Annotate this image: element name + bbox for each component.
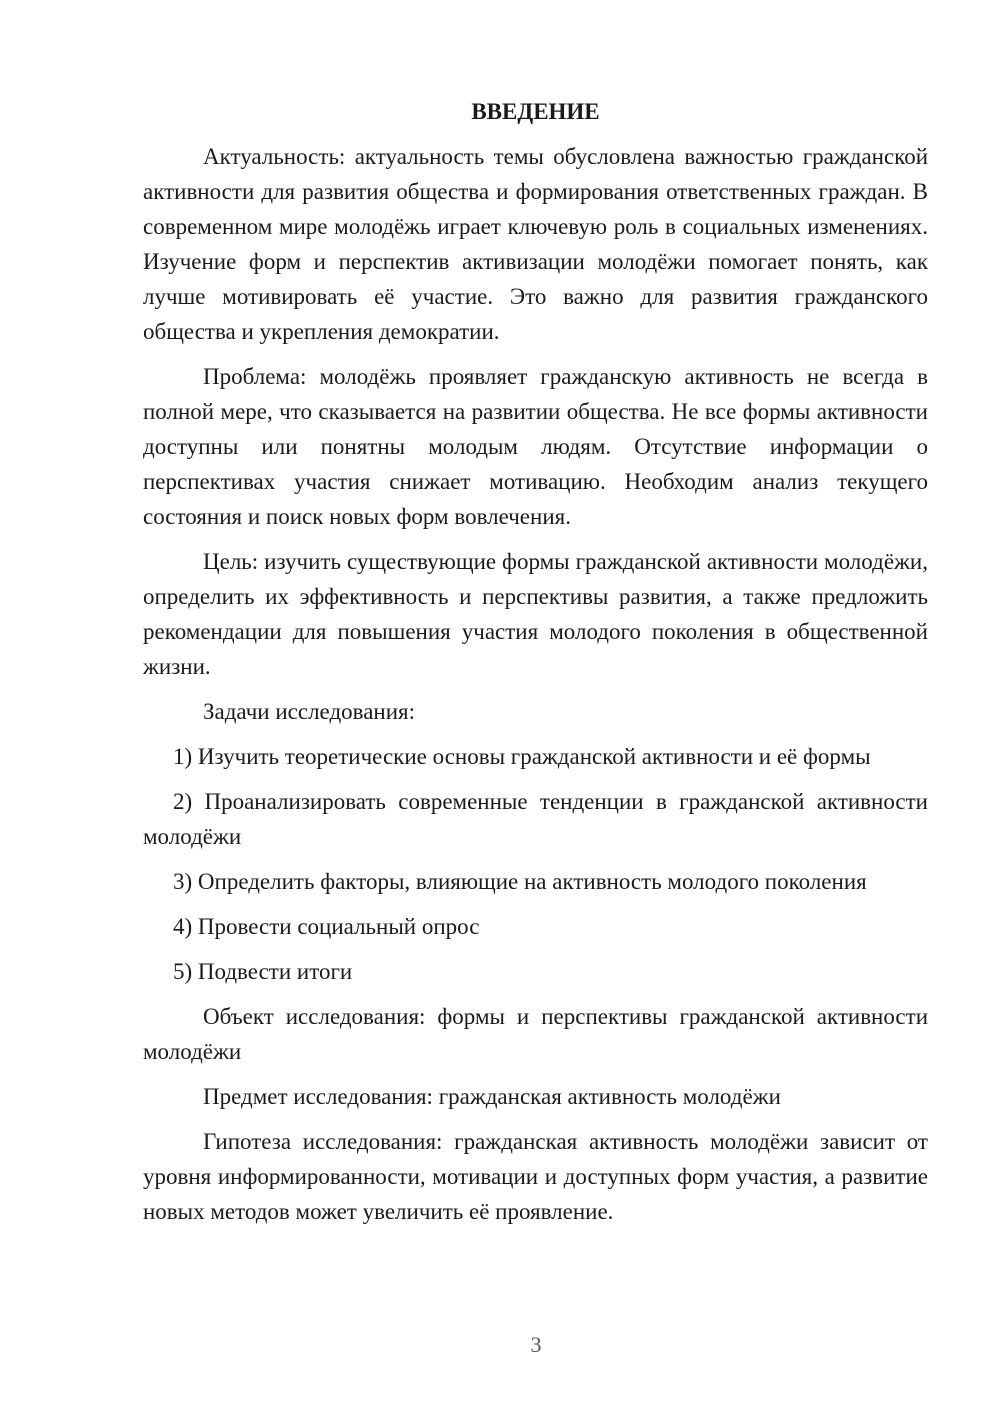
object-paragraph: Объект исследования: формы и перспективы гражданской активности молодёжи xyxy=(143,1004,928,1064)
task-item-4: 4) Провести социальный опрос xyxy=(173,914,480,939)
page-content xyxy=(143,94,928,1239)
task-item-2: 2) Проанализировать современные тенденции в гражданской активности молодёжи xyxy=(143,789,928,849)
page-number: 3 xyxy=(530,1332,542,1357)
task-item-5: 5) Подвести итоги xyxy=(173,959,353,984)
relevance-paragraph: Актуальность: актуальность темы обусловлена важностью гражданской активности для развития общества и формирования ответственных граждан. В современном мире молодёжь играет ключевую роль в социальных изменениях. Изучение форм и перспектив активизации молодёжи помогает понять, как лучше мотивировать её участие. Это важно для развития гражданского общества и укрепления демократии. xyxy=(143,144,928,344)
goal-paragraph: Цель: изучить существующие формы гражданской активности молодёжи, определить их эффективность и перспективы развития, а также предложить рекомендации для повышения участия молодого поколения в общественной жизни. xyxy=(143,549,928,679)
tasks-heading: Задачи исследования: xyxy=(203,699,416,724)
subject-paragraph: Предмет исследования: гражданская активность молодёжи xyxy=(203,1084,781,1109)
section-title: ВВЕДЕНИЕ xyxy=(471,99,600,124)
problem-paragraph: Проблема: молодёжь проявляет гражданскую активность не всегда в полной мере, что сказывается на развитии общества. Не все формы активности доступны или понятны молодым людям. Отсутствие информации о перспективах участия снижает мотивацию. Необходим анализ текущего состояния и поиск новых форм вовлечения. xyxy=(143,364,928,529)
task-item-1: 1) Изучить теоретические основы гражданской активности и её формы xyxy=(173,744,871,769)
hypothesis-paragraph: Гипотеза исследования: гражданская активность молодёжи зависит от уровня информированности, мотивации и доступных форм участия, а развитие новых методов может увеличить её проявление. xyxy=(143,1129,928,1224)
task-item-3: 3) Определить факторы, влияющие на активность молодого поколения xyxy=(173,869,867,894)
